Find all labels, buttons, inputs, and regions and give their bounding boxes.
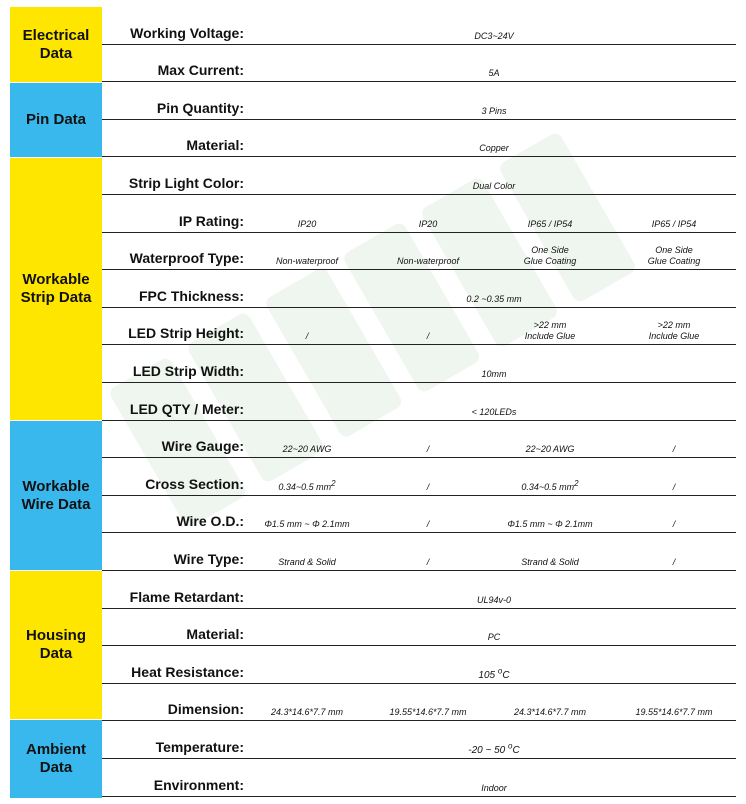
row-label: LED Strip Height: [128, 325, 244, 342]
row-value: 3 Pins [481, 105, 507, 116]
section-wire [10, 421, 102, 570]
row-label: FPC Thickness: [138, 287, 244, 304]
cross-section-value: 0.34~0.5 mm [521, 481, 575, 492]
row-value-col2: / [426, 444, 430, 455]
row-pin-quantity [102, 82, 736, 120]
row-value-col2: / [426, 556, 430, 567]
row-value [252, 666, 736, 681]
row-value: Indoor [481, 782, 507, 793]
row-value-col4: / [672, 444, 676, 455]
superscript: 2 [331, 478, 336, 488]
row-cross-section [102, 458, 736, 496]
row-value-col4: >22 mm Include Glue [648, 320, 700, 342]
row-label: Wire Gauge: [161, 438, 244, 455]
row-value: 10mm [481, 368, 507, 379]
section-title: Pin Data [25, 111, 86, 128]
unit: C [512, 744, 520, 756]
row-led-strip-width [102, 345, 736, 383]
degree-symbol: o [508, 741, 513, 751]
row-value-col3 [490, 478, 610, 493]
section-title: Workable Wire Data [21, 477, 91, 513]
row-value: 0.2 ~0.35 mm [466, 293, 522, 304]
row-value-col1: Non-waterproof [275, 256, 339, 267]
row-value-col2: 19.55*14.6*7.7 mm [389, 707, 467, 718]
row-value [252, 741, 736, 756]
temperature-value: -20 ~ 50 [468, 744, 509, 756]
row-temperature [102, 721, 736, 759]
section-title: Workable Strip Data [20, 271, 92, 306]
row-value-col4: / [672, 481, 676, 492]
row-heat-resistance [102, 646, 736, 684]
row-value: PC [487, 632, 501, 643]
row-value-col1 [247, 478, 367, 493]
heat-resistance-value: 105 [478, 669, 498, 681]
row-value: < 120LEDs [471, 406, 517, 417]
row-label: Cross Section: [145, 475, 244, 492]
row-housing-material [102, 609, 736, 647]
row-label: LED Strip Width: [132, 362, 244, 379]
section-title: Ambient Data [26, 741, 86, 776]
row-label: LED QTY / Meter: [129, 400, 244, 417]
row-label: Environment: [153, 776, 244, 793]
row-value: Copper [479, 143, 509, 154]
row-value-col4: / [672, 556, 676, 567]
row-value-col1: 24.3*14.6*7.7 mm [270, 707, 344, 718]
row-value-col3: 22~20 AWG [525, 444, 575, 455]
section-electrical [10, 7, 102, 82]
row-label: Material: [186, 137, 244, 154]
row-flame-retardant [102, 571, 736, 609]
section-strip [10, 158, 102, 420]
superscript: 2 [574, 478, 579, 488]
row-value-col4: 19.55*14.6*7.7 mm [635, 707, 713, 718]
row-value-col3: Strand & Solid [521, 556, 579, 567]
row-label: Working Voltage: [130, 24, 244, 41]
cross-section-value: 0.34~0.5 mm [278, 481, 332, 492]
section-title: Electrical Data [22, 26, 90, 62]
row-label: Waterproof Type: [129, 250, 244, 267]
row-divider [102, 796, 736, 797]
row-label: Flame Retardant: [129, 588, 244, 605]
unit: C [502, 669, 510, 681]
row-strip-light-color [102, 157, 736, 195]
row-value-col2: Non-waterproof [396, 256, 460, 267]
row-label: Pin Quantity: [156, 99, 244, 116]
row-value-col4: One Side Glue Coating [647, 245, 701, 267]
row-ip-rating [102, 195, 736, 233]
section-title: Housing Data [26, 627, 86, 662]
row-waterproof-type [102, 233, 736, 271]
row-value-col2: IP20 [418, 218, 438, 229]
row-fpc-thickness [102, 270, 736, 308]
row-value-col1: Φ1.5 mm ~ Φ 2.1mm [264, 519, 350, 530]
row-label: Temperature: [155, 738, 244, 755]
row-value-col4: / [672, 519, 676, 530]
row-wire-od [102, 496, 736, 534]
row-label: Material: [186, 626, 244, 643]
row-value-col3: IP65 / IP54 [527, 218, 573, 229]
section-housing [10, 571, 102, 719]
row-label: Wire Type: [173, 550, 244, 567]
row-led-strip-height [102, 308, 736, 346]
row-value-col3: 24.3*14.6*7.7 mm [513, 707, 587, 718]
row-value-col1: Strand & Solid [278, 556, 336, 567]
row-value: Dual Color [472, 180, 516, 191]
row-wire-gauge [102, 421, 736, 459]
section-ambient [10, 720, 102, 798]
row-max-current [102, 45, 736, 83]
row-value-col1: / [305, 331, 309, 342]
row-value: DC3~24V [474, 30, 514, 41]
row-value-col3: Φ1.5 mm ~ Φ 2.1mm [507, 519, 593, 530]
row-value-col1: 22~20 AWG [282, 444, 332, 455]
row-value-col2: / [426, 519, 430, 530]
row-value-col3: One Side Glue Coating [523, 245, 577, 267]
row-label: Strip Light Color: [128, 174, 244, 191]
row-value: UL94v-0 [476, 594, 512, 605]
row-label: Dimension: [167, 701, 244, 718]
row-label: Max Current: [157, 62, 244, 79]
row-wire-type [102, 533, 736, 571]
row-pin-material [102, 120, 736, 158]
row-value-col1: IP20 [297, 218, 317, 229]
row-label: IP Rating: [178, 212, 244, 229]
row-value: 5A [488, 68, 500, 79]
row-value-col2: / [426, 481, 430, 492]
row-value-col2: / [426, 331, 430, 342]
degree-symbol: o [497, 666, 503, 676]
row-label: Heat Resistance: [131, 663, 244, 680]
row-led-qty [102, 383, 736, 421]
row-value-col4: IP65 / IP54 [651, 218, 697, 229]
row-environment [102, 759, 736, 797]
row-value-col3: >22 mm Include Glue [524, 320, 576, 342]
row-label: Wire O.D.: [176, 513, 244, 530]
row-dimension [102, 684, 736, 722]
section-pin [10, 83, 102, 157]
row-working-voltage [102, 7, 736, 45]
